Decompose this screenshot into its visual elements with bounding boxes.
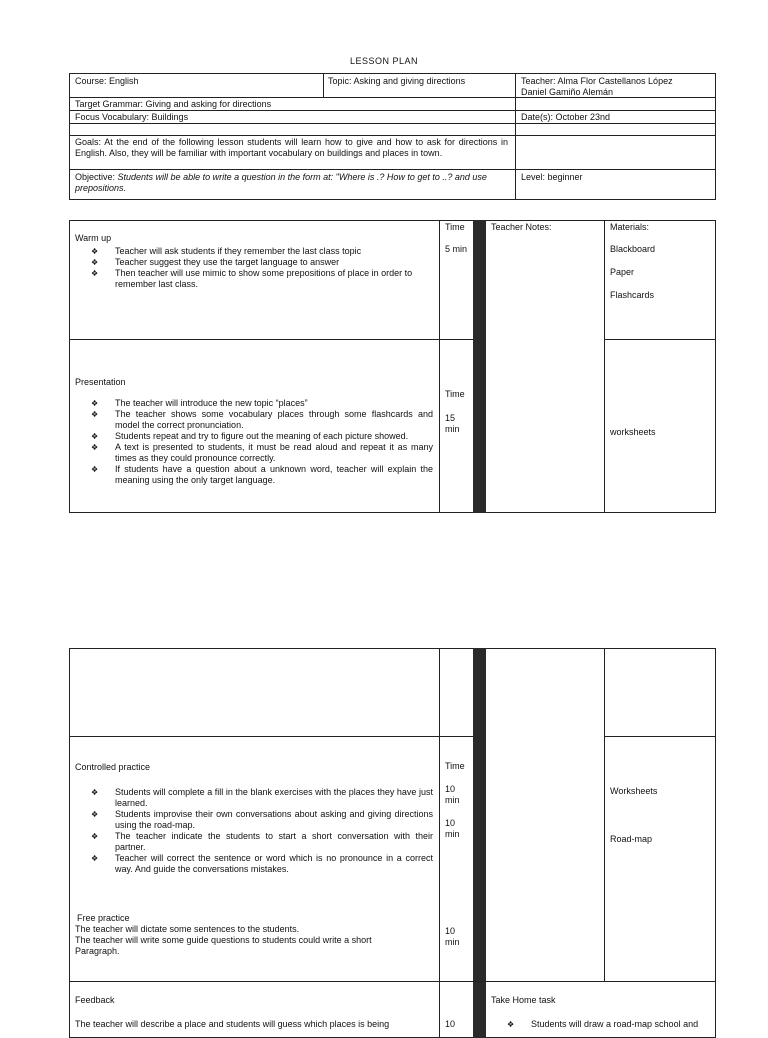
list-item: ❖ If students have a question about a unknown word, teacher will explain the meaning using the only target language.: [75, 464, 433, 486]
time-value: 10: [445, 1019, 456, 1029]
time-value: 10: [445, 818, 456, 828]
focus-vocabulary-field: Focus Vocabulary: Buildings: [75, 112, 189, 122]
material-item: Worksheets: [610, 786, 658, 796]
free-practice-line: The teacher will dictate some sentences to the students.: [75, 924, 300, 934]
time-value: 15: [445, 413, 456, 423]
time-unit: min: [445, 937, 460, 947]
course-field: Course: English: [75, 76, 139, 86]
time-unit: min: [445, 424, 460, 434]
time-unit: min: [445, 795, 460, 805]
list-item: ❖ A text is presented to students, it must be read aloud and repeat it as many times as they could pronounce correctly.: [75, 442, 433, 464]
objective-field: [75, 172, 508, 194]
take-home-list: [491, 1019, 716, 1030]
time-value: 10: [445, 926, 456, 936]
objective-text: Students will be able to write a question in the form at: "Where is .? How to get to ..? and use prepositions.: [75, 172, 487, 193]
material-item: Paper: [610, 267, 635, 277]
list-item: ❖ Students will complete a fill in the blank exercises with the places they have just learned.: [75, 787, 433, 809]
list-item: ❖ Teacher will ask students if they remember the last class topic: [75, 246, 433, 257]
teacher-field-line2: Daniel Gamiño Alemán: [521, 87, 614, 97]
list-item: ❖ The teacher will introduce the new topic “places”: [75, 398, 433, 409]
time-value: 10: [445, 784, 456, 794]
material-item: worksheets: [610, 427, 656, 437]
list-item: ❖ Teacher will correct the sentence or word which is no pronounce in a correct way. And guide the conversations mistakes.: [75, 853, 433, 875]
time-label: Time: [445, 761, 465, 771]
dates-field: Date(s): October 23nd: [521, 112, 611, 122]
take-home-heading: Take Home task: [491, 995, 556, 1005]
objective-label: Objective:: [75, 172, 118, 182]
time-label: Time: [445, 389, 465, 399]
time-label: Time: [445, 222, 465, 232]
material-item: Flashcards: [610, 290, 655, 300]
free-practice-heading: Free practice: [77, 913, 130, 923]
feedback-heading: Feedback: [75, 995, 115, 1005]
warmup-heading: Warm up: [75, 233, 112, 243]
page-title: LESSON PLAN: [349, 56, 419, 66]
material-item: Blackboard: [610, 244, 656, 254]
time-value: 5 min: [445, 244, 468, 254]
list-item: ❖ Then teacher will use mimic to show some prepositions of place in order to remember last class.: [75, 268, 433, 290]
list-item: ❖ The teacher shows some vocabulary places through some flashcards and model the correct pronunciation.: [75, 409, 433, 431]
list-item: ❖ Students repeat and try to figure out the meaning of each picture showed.: [75, 431, 433, 442]
list-item: ❖ Students improvise their own conversations about asking and giving directions using the road-map.: [75, 809, 433, 831]
level-field: Level: beginner: [521, 172, 583, 182]
list-item: ❖ Teacher suggest they use the target language to answer: [75, 257, 433, 268]
presentation-heading: Presentation: [75, 377, 126, 387]
list-item: ❖ Students will draw a road-map school and: [491, 1019, 716, 1030]
teacher-notes-label: Teacher Notes:: [491, 222, 552, 232]
materials-label: Materials:: [610, 222, 650, 232]
target-grammar-field: Target Grammar: Giving and asking for directions: [75, 99, 272, 109]
presentation-list: [75, 398, 433, 486]
controlled-practice-heading: Controlled practice: [75, 762, 151, 772]
material-item: Road-map: [610, 834, 653, 844]
controlled-practice-list: [75, 787, 433, 875]
teacher-field: Teacher: Alma Flor Castellanos López: [521, 76, 673, 86]
topic-field: Topic: Asking and giving directions: [328, 76, 466, 86]
feedback-text: The teacher will describe a place and students will guess which places is being: [75, 1019, 390, 1029]
time-unit: min: [445, 829, 460, 839]
list-item: ❖ The teacher indicate the students to start a short conversation with their partner.: [75, 831, 433, 853]
goals-field: Goals: At the end of the following lesson students will learn how to give and how to ask for directions in English. Also, they will be familiar with important vocabulary on buildings and places in town.: [75, 137, 508, 158]
free-practice-line: The teacher will write some guide questions to students could write a short Paragraph.: [75, 935, 372, 956]
warmup-list: [75, 246, 433, 290]
